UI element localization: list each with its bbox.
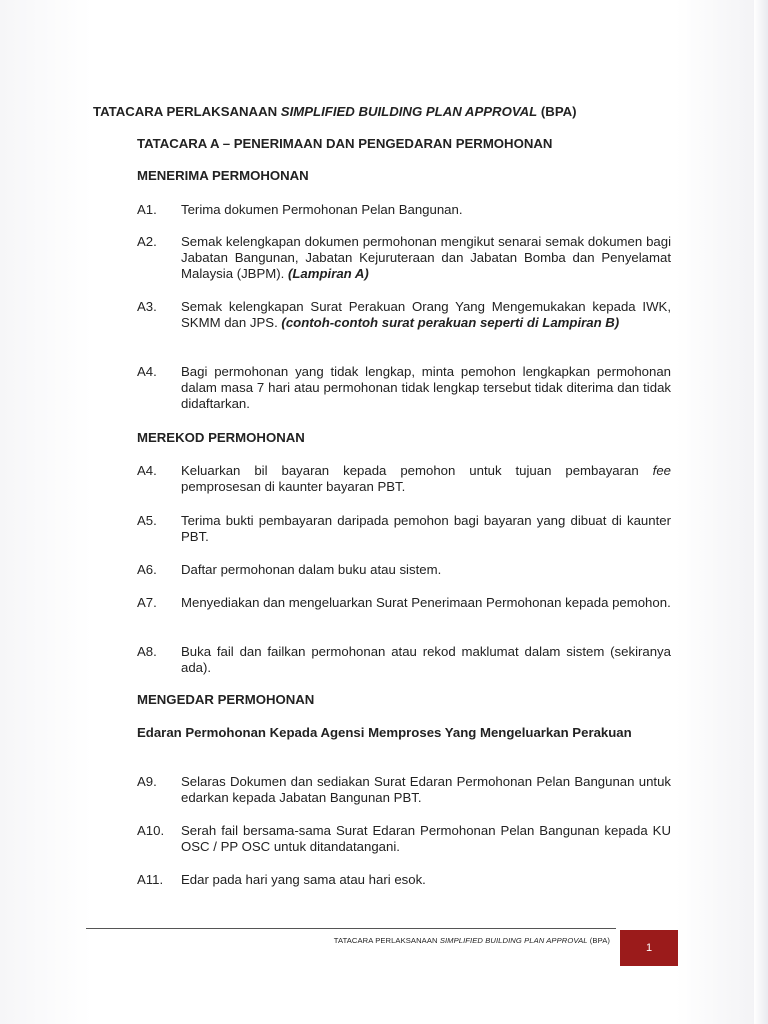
document-title xyxy=(93,104,577,120)
item-text xyxy=(181,299,671,331)
heading-menerima: MENERIMA PERMOHONAN xyxy=(137,168,309,183)
title-main: TATACARA PERLAKSANAAN xyxy=(93,104,281,119)
section-subtitle: TATACARA A – PENERIMAAN DAN PENGEDARAN PERMOHONAN xyxy=(137,136,553,151)
item-number: A11. xyxy=(137,872,164,887)
item-text xyxy=(181,234,671,282)
item-number: A4. xyxy=(137,364,157,379)
title-suffix: (BPA) xyxy=(537,104,577,119)
subsection-heading: Edaran Permohonan Kepada Agensi Memproses Yang Mengeluarkan Perakuan xyxy=(137,725,632,740)
item-text: Daftar permohonan dalam buku atau sistem. xyxy=(181,562,442,577)
item-number: A2. xyxy=(137,234,157,249)
item-text: Menyediakan dan mengeluarkan Surat Penerimaan Permohonan kepada pemohon. xyxy=(181,595,671,610)
heading-merekod: MEREKOD PERMOHONAN xyxy=(137,430,305,445)
page-number-badge xyxy=(620,930,678,966)
item-number: A1. xyxy=(137,202,157,217)
item-text-body-2: pemprosesan di kaunter bayaran PBT. xyxy=(181,479,406,494)
item-text-body: Semak kelengkapan Surat Perakuan Orang Yang Mengemukakan kepada IWK, SKMM dan JPS. xyxy=(181,299,671,330)
item-text: Selaras Dokumen dan sediakan Surat Edaran Permohonan Pelan Bangunan untuk edarkan kepada Jabatan Bangunan PBT. xyxy=(181,774,671,805)
footer-title-italic: SIMPLIFIED BUILDING PLAN APPROVAL xyxy=(439,936,588,945)
item-number: A3. xyxy=(137,299,157,314)
item-text-emphasis: (Lampiran A) xyxy=(287,266,369,281)
item-text-italic: fee xyxy=(652,463,671,478)
item-text xyxy=(181,463,671,495)
item-number: A6. xyxy=(137,562,157,577)
footer-title-main: TATACARA PERLAKSANAAN xyxy=(333,936,440,945)
item-number: A7. xyxy=(137,595,157,610)
item-number: A5. xyxy=(137,513,157,528)
title-italic: SIMPLIFIED BUILDING PLAN APPROVAL xyxy=(280,104,538,119)
item-text: Bagi permohonan yang tidak lengkap, minta pemohon lengkapkan permohonan dalam masa 7 hari atau permohonan tidak lengkap tersebut tidak diterima dan tidak didaftarkan. xyxy=(181,364,671,411)
item-number: A8. xyxy=(137,644,157,659)
item-text: Serah fail bersama-sama Surat Edaran Permohonan Pelan Bangunan kepada KU OSC / PP OSC untuk ditandatangani. xyxy=(181,823,671,854)
footer-title xyxy=(290,936,610,946)
item-number: A10. xyxy=(137,823,165,838)
footer-title-suffix: (BPA) xyxy=(587,936,610,945)
item-text: Buka fail dan failkan permohonan atau rekod maklumat dalam sistem (sekiranya ada). xyxy=(181,644,671,675)
item-text: Edar pada hari yang sama atau hari esok. xyxy=(181,872,426,887)
item-text: Terima dokumen Permohonan Pelan Bangunan. xyxy=(181,202,463,217)
item-number: A9. xyxy=(137,774,157,789)
item-text-body: Keluarkan bil bayaran kepada pemohon untuk tujuan pembayaran xyxy=(181,463,653,478)
item-text-body: Semak kelengkapan dokumen permohonan mengikut senarai semak dokumen bagi Jabatan Bangunan, Jabatan Kejuruteraan dan Jabatan Bomba dan Penyelamat Malaysia (JBPM). xyxy=(181,234,671,281)
heading-mengedar: MENGEDAR PERMOHONAN xyxy=(137,692,315,707)
item-number: A4. xyxy=(137,463,157,478)
item-text-emphasis: (contoh-contoh surat perakuan seperti di Lampiran B) xyxy=(281,315,620,330)
page-number: 1 xyxy=(645,942,653,954)
footer-rule xyxy=(86,928,616,929)
item-text: Terima bukti pembayaran daripada pemohon bagi bayaran yang dibuat di kaunter PBT. xyxy=(181,513,671,544)
